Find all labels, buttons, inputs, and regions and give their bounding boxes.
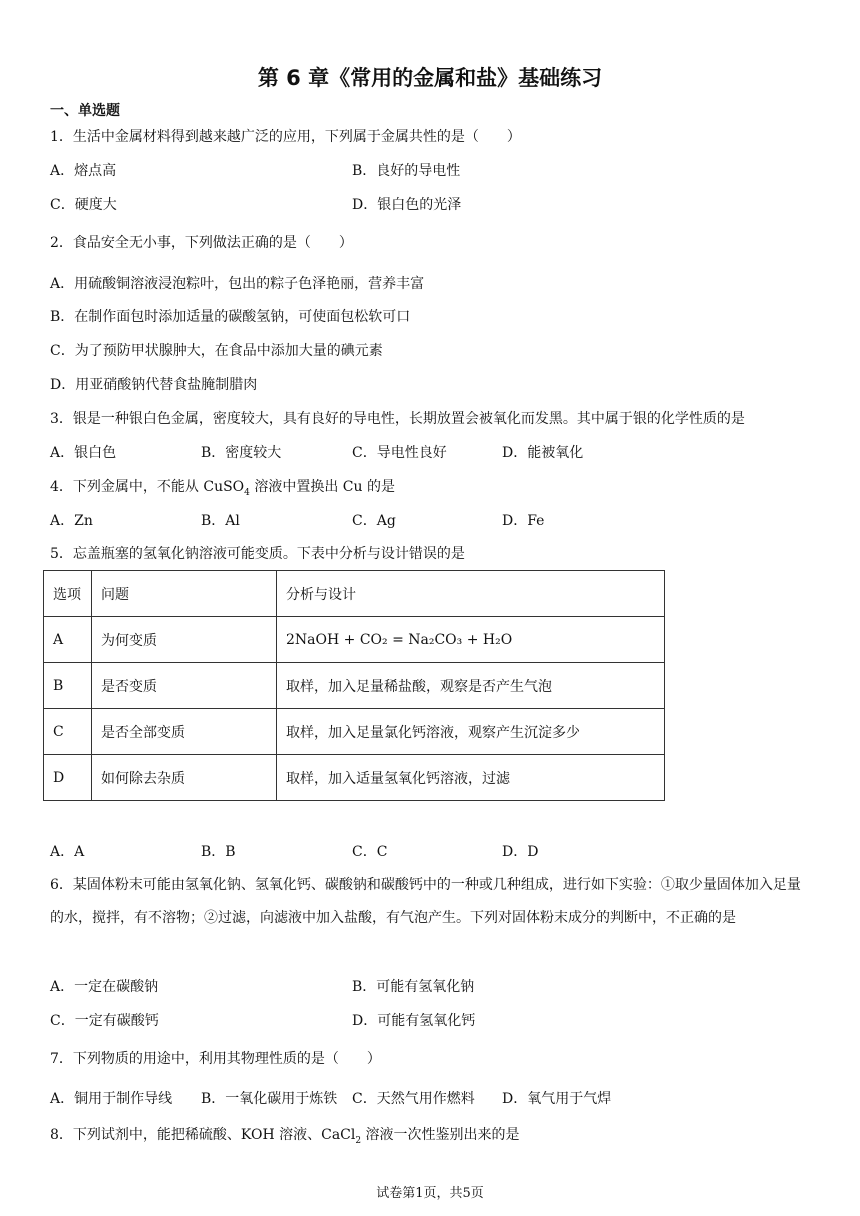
table-cell: 取样，加入足量稀盐酸，观察是否产生气泡 xyxy=(277,663,665,709)
table-row xyxy=(44,709,665,755)
table-cell: D xyxy=(44,755,92,801)
table-cell: 是否全部变质 xyxy=(92,709,277,755)
q2-option-a: A．用硫酸铜溶液浸泡粽叶，包出的粽子色泽艳丽，营养丰富 xyxy=(50,276,425,292)
q6-option-d: D．可能有氢氧化钙 xyxy=(352,1013,476,1029)
q1-option-a: A．熔点高 xyxy=(50,163,117,179)
table-header-row xyxy=(44,571,665,617)
table-row xyxy=(44,755,665,801)
question-2: 2．食品安全无小事，下列做法正确的是（ ） xyxy=(50,235,353,251)
question-7: 7．下列物质的用途中，利用其物理性质的是（ ） xyxy=(50,1051,381,1067)
table-cell: A xyxy=(44,617,92,663)
q5-option-d: D．D xyxy=(502,844,539,860)
question-5: 5．忘盖瓶塞的氢氧化钠溶液可能变质。下表中分析与设计错误的是 xyxy=(50,546,465,562)
q5-option-b: B．B xyxy=(201,844,236,860)
q6-option-a: A．一定在碳酸钠 xyxy=(50,979,159,995)
q2-option-b: B．在制作面包时添加适量的碳酸氢钠，可使面包松软可口 xyxy=(50,309,411,325)
q3-option-b: B．密度较大 xyxy=(201,445,282,461)
q6-option-c: C．一定有碳酸钙 xyxy=(50,1013,159,1029)
table-header-cell: 问题 xyxy=(92,571,277,617)
q1-option-b: B．良好的导电性 xyxy=(352,163,461,179)
q7-option-d: D．氧气用于气焊 xyxy=(502,1091,612,1107)
q4-option-c: C．Ag xyxy=(352,513,396,529)
section-heading: 一、单选题 xyxy=(50,103,120,119)
question-6: 6．某固体粉末可能由氢氧化钠、氢氧化钙、碳酸钠和碳酸钙中的一种或几种组成，进行如下实验：①取少量固体加入足量的水，搅拌，有不溶物；②过滤，向滤液中加入盐酸，有气泡产生。下列对固体粉末成分的判断中，不正确的是 xyxy=(50,877,801,926)
q5-option-c: C．C xyxy=(352,844,388,860)
question-4: 4．下列金属中，不能从 CuSO$_4$ 溶液中置换出 Cu 的是 xyxy=(50,479,395,498)
q3-option-c: C．导电性良好 xyxy=(352,445,447,461)
page-footer: 试卷第1页，共5页 xyxy=(376,1186,484,1201)
analysis-table xyxy=(43,570,665,801)
question-1: 1．生活中金属材料得到越来越广泛的应用，下列属于金属共性的是（ ） xyxy=(50,129,521,145)
q1-option-d: D．银白色的光泽 xyxy=(352,197,462,213)
table-header-cell: 分析与设计 xyxy=(277,571,665,617)
question-3: 3．银是一种银白色金属，密度较大，具有良好的导电性，长期放置会被氧化而发黑。其中属于银的化学性质的是 xyxy=(50,411,745,427)
q7-option-a: A．铜用于制作导线 xyxy=(50,1091,173,1107)
q4-option-b: B．Al xyxy=(201,513,240,529)
table-header-cell: 选项 xyxy=(44,571,92,617)
q6-option-b: B．可能有氢氧化钠 xyxy=(352,979,475,995)
table-cell: B xyxy=(44,663,92,709)
table-cell: 取样，加入足量氯化钙溶液，观察产生沉淀多少 xyxy=(277,709,665,755)
q2-option-d: D．用亚硝酸钠代替食盐腌制腊肉 xyxy=(50,377,258,393)
q7-option-c: C．天然气用作燃料 xyxy=(352,1091,475,1107)
table-cell: 取样，加入适量氢氧化钙溶液，过滤 xyxy=(277,755,665,801)
q4-option-a: A．Zn xyxy=(50,513,93,529)
page-title: 第 6 章《常用的金属和盐》基础练习 xyxy=(257,66,603,90)
table-cell: 为何变质 xyxy=(92,617,277,663)
table-row xyxy=(44,617,665,663)
q3-option-d: D．能被氧化 xyxy=(502,445,584,461)
table-cell: 是否变质 xyxy=(92,663,277,709)
question-8: 8．下列试剂中，能把稀硫酸、KOH 溶液、CaCl$_2$ 溶液一次性鉴别出来的是 xyxy=(50,1127,520,1146)
table-row xyxy=(44,663,665,709)
q2-option-c: C．为了预防甲状腺肿大，在食品中添加大量的碘元素 xyxy=(50,343,383,359)
table-cell: C xyxy=(44,709,92,755)
q3-option-a: A．银白色 xyxy=(50,445,117,461)
table-cell: 2NaOH + CO₂ = Na₂CO₃ + H₂O xyxy=(277,617,665,663)
q1-option-c: C．硬度大 xyxy=(50,197,117,213)
table-cell: 如何除去杂质 xyxy=(92,755,277,801)
q5-option-a: A．A xyxy=(50,844,85,860)
q7-option-b: B．一氧化碳用于炼铁 xyxy=(201,1091,338,1107)
q4-option-d: D．Fe xyxy=(502,513,545,529)
